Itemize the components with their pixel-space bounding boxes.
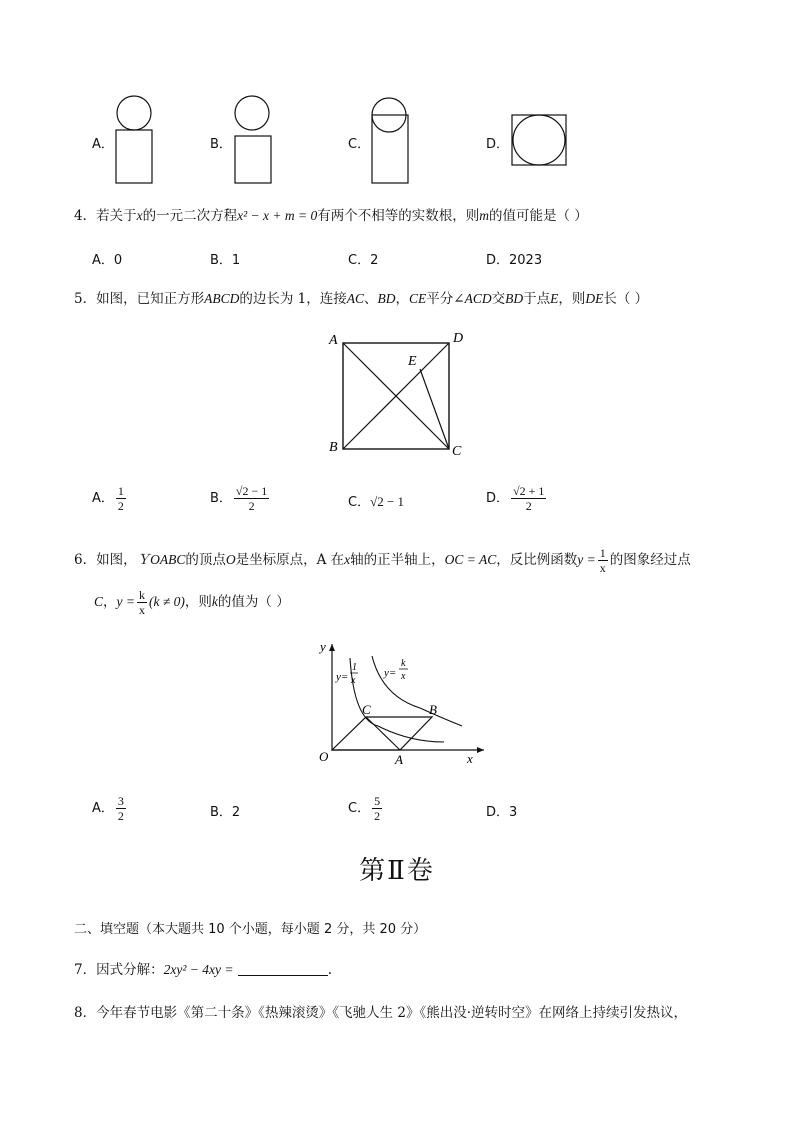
- section-2-title: 二、填空题（本大题共 10 个小题，每小题 2 分，共 20 分）: [74, 922, 427, 937]
- q5-label-b: B: [329, 440, 338, 455]
- q5-option-c: C．√2 − 1: [348, 494, 405, 510]
- q6-curve2-label: y=: [384, 667, 397, 679]
- q6-curve1-label: y=: [336, 671, 349, 683]
- part-2-heading: 第Ⅱ卷: [359, 856, 435, 886]
- q3-option-a-label: A．: [92, 137, 114, 152]
- q6-axis-x-label: x: [467, 751, 473, 766]
- q5-label-a: A: [329, 333, 338, 348]
- q5-option-b: B． $\frac{√2 - 1}{2}$: [210, 484, 268, 513]
- q6-curve1-den: x: [351, 675, 356, 686]
- q5-square-figure: [320, 325, 470, 465]
- q5-option-d: D． $\frac{√2 + 1}{2}$: [486, 484, 545, 513]
- question-8: 8．今年春节电影《第二十条》《热辣滚烫》《飞驰人生 2》《熊出没·逆转时空》在网络上持续引发热议，: [74, 1005, 688, 1021]
- q5-option-a: A． $\frac{1}{2}$: [92, 484, 124, 513]
- q7-answer-blank[interactable]: [238, 961, 328, 976]
- q6-option-a: A． $\frac{3}{2}$: [92, 794, 124, 823]
- q3-option-b-label: B．: [210, 137, 232, 152]
- q6-curve2-num: k: [401, 658, 406, 669]
- q3-option-a-figure: [112, 94, 156, 186]
- q5-label-d: D: [453, 331, 464, 346]
- q4-option-c: C．2: [348, 253, 379, 268]
- q6-label-b: B: [429, 702, 437, 717]
- q6-label-a: A: [395, 752, 403, 767]
- question-4-stem: 4．若关于x的一元二次方程x² − x + m = 0有两个不相等的实数根，则m的值可能是（ ）: [74, 208, 588, 224]
- q3-option-c-label: C．: [348, 137, 371, 152]
- question-6-stem-line2: C，y = $\frac{k}{x}$ (k ≠ 0)，则k的值为（ ）: [94, 588, 290, 617]
- q6-option-c: C． $\frac{5}{2}$: [348, 794, 381, 823]
- question-5-stem: 5．如图，已知正方形ABCD的边长为 1，连接AC、BD，CE平分∠ACD交BD于点E，则DE长（ ）: [74, 291, 649, 307]
- q6-option-d: D．3: [486, 805, 518, 820]
- question-6-stem-line1: 6．如图，ＹOABC的顶点O是坐标原点，A 在x轴的正半轴上，OC = AC，反比例函数y = $\frac{1}{x}$ 的图象经过点: [74, 546, 691, 575]
- q3-option-d-label: D．: [486, 137, 510, 152]
- q3-option-c-figure: [369, 94, 413, 186]
- q6-coordinate-figure: [312, 640, 490, 770]
- q6-label-c: C: [362, 702, 371, 717]
- question-7: 7．因式分解：2xy² − 4xy = .: [74, 962, 333, 978]
- q4-option-a: A．0: [92, 253, 123, 268]
- q3-option-b-figure: [231, 94, 275, 186]
- q6-curve1-num: 1: [352, 662, 357, 673]
- q6-curve2-den: x: [401, 671, 406, 682]
- q3-option-d-figure: [509, 112, 569, 168]
- q5-label-c: C: [452, 444, 462, 459]
- q6-option-b: B．2: [210, 805, 241, 820]
- q4-option-b: B．1: [210, 253, 241, 268]
- q6-axis-y-label: y: [320, 640, 326, 654]
- q6-label-o: O: [319, 749, 329, 764]
- q5-label-e: E: [408, 354, 417, 369]
- q4-option-d: D．2023: [486, 253, 543, 268]
